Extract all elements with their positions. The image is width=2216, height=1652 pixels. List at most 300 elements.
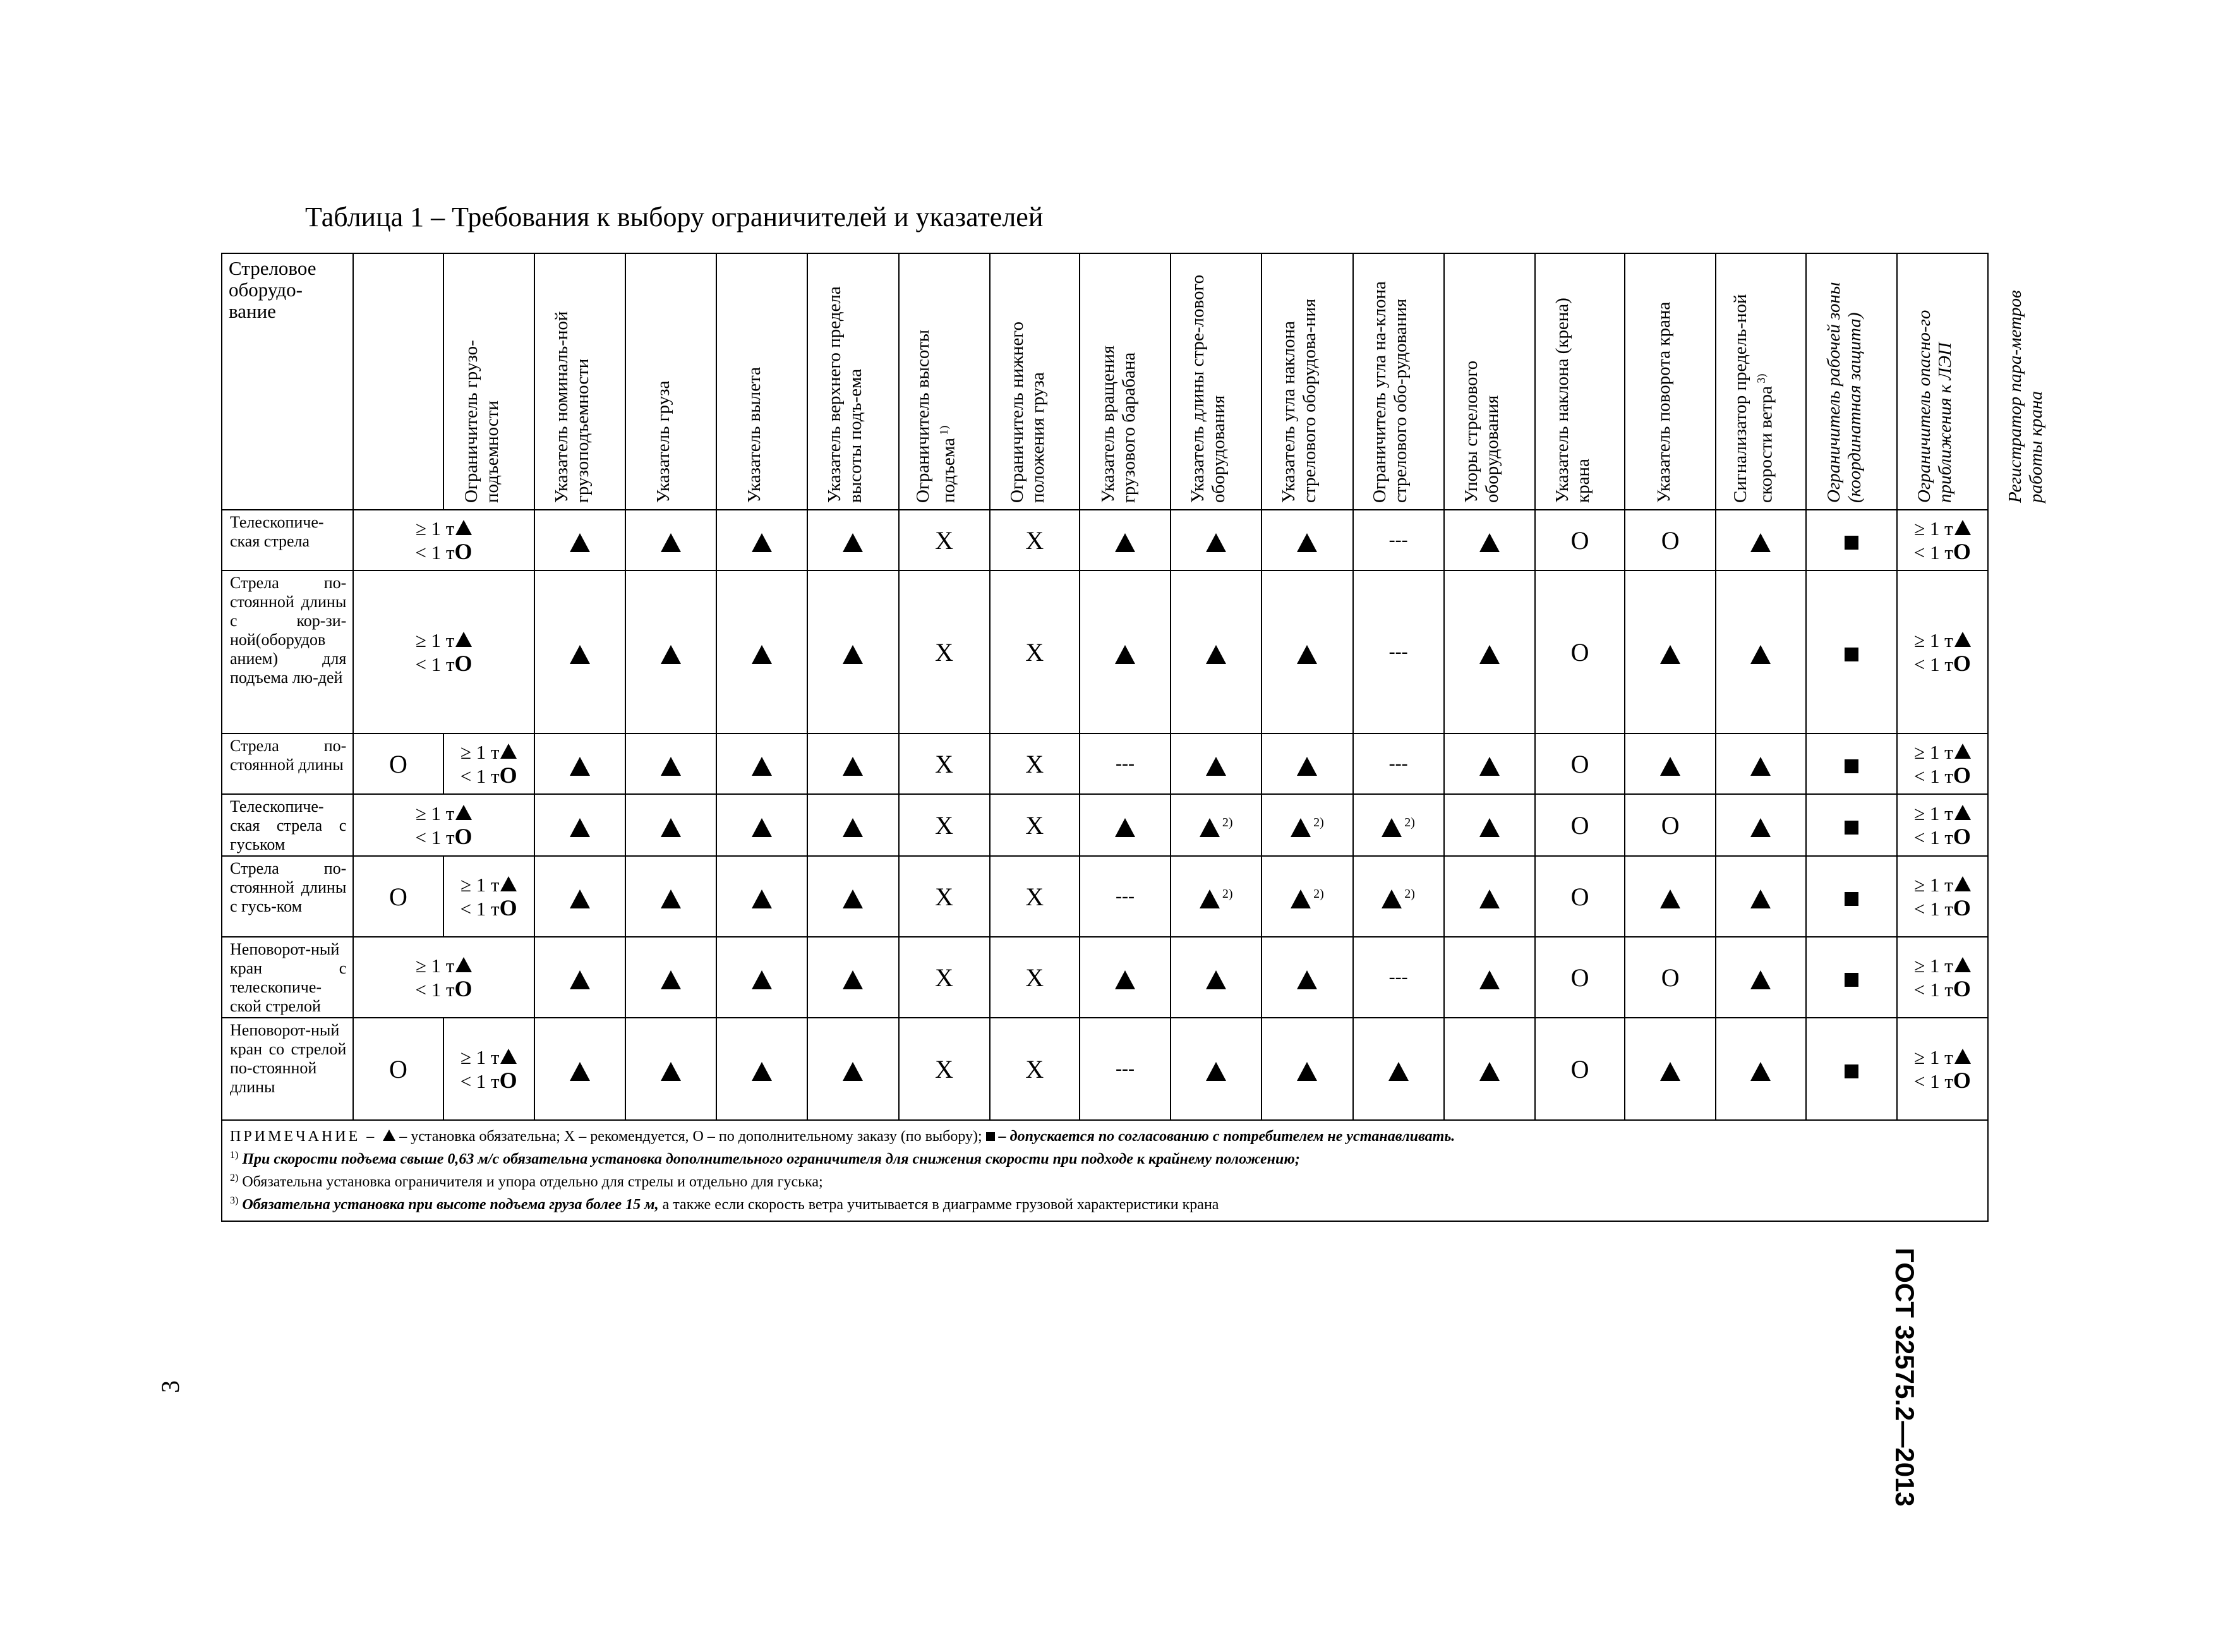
- mandatory-triangle-icon: [661, 1062, 681, 1081]
- mandatory-triangle-icon: [843, 645, 863, 664]
- column-header: [534, 253, 673, 510]
- table-cell: [443, 733, 534, 794]
- table-cell: X: [990, 937, 1080, 1018]
- header-label: Указатель вращения грузового барабана: [1097, 345, 1139, 503]
- mandatory-triangle-icon: [752, 533, 772, 552]
- table-cell: [1444, 856, 1535, 937]
- table-row: [222, 733, 1988, 794]
- range-ge: ≥ 1 т: [444, 740, 534, 764]
- mandatory-triangle-icon: [570, 757, 590, 776]
- optional-square-icon: [1845, 1064, 1858, 1078]
- footnote-mark: 2): [1404, 815, 1415, 829]
- table-cell: X: [899, 570, 990, 733]
- range-ge: ≥ 1 т: [1898, 629, 1987, 652]
- range-lt: < 1 тО: [415, 823, 473, 849]
- range-lt: < 1 тО: [1913, 762, 1971, 788]
- table-cell: X: [899, 510, 990, 570]
- table-cell: [1897, 856, 1988, 937]
- table-cell: [625, 733, 716, 794]
- mandatory-triangle-icon: [752, 970, 772, 989]
- table-cell: [1625, 1018, 1716, 1120]
- table-cell: X: [990, 1018, 1080, 1120]
- table-cell: [1444, 937, 1535, 1018]
- capacity-range: [354, 954, 533, 1001]
- table-cell: [625, 937, 716, 1018]
- header-label: Указатель угла наклона стрелового оборудова-ния: [1279, 298, 1320, 503]
- table-cell: X: [990, 510, 1080, 570]
- row-equipment-name: Стрела по-стоянной длины с гусь-ком: [222, 856, 353, 937]
- table-cell: [1262, 856, 1352, 937]
- header-label: Указатель длины стре-лового оборудования: [1187, 274, 1229, 503]
- table-cell: [1171, 510, 1262, 570]
- mandatory-triangle-icon: [752, 889, 772, 908]
- header-label: Указатель груза: [653, 380, 673, 503]
- footnote-text: При скорости подъема свыше 0,63 м/с обязательна установка дополнительного ограничителя для снижения скорости при подходе к крайнему положению;: [238, 1151, 1300, 1167]
- table-cell: [716, 510, 807, 570]
- table-cell: [1262, 733, 1352, 794]
- optional-square-icon: [1845, 973, 1858, 987]
- table-cell: [1171, 937, 1262, 1018]
- table-cell: [1897, 794, 1988, 856]
- capacity-range: [1898, 1046, 1987, 1093]
- range-ge: ≥ 1 т: [1898, 873, 1987, 896]
- table-cell: [1262, 794, 1352, 856]
- table-cell: [716, 937, 807, 1018]
- mandatory-triangle-icon: [1297, 533, 1317, 552]
- optional-square-icon: [1845, 536, 1858, 550]
- column-header: [353, 253, 503, 510]
- table-cell: О: [1535, 733, 1625, 794]
- footnote-text: Обязательна установка при высоте подъема груза более 15 м,: [238, 1197, 659, 1213]
- table-cell: [1262, 510, 1352, 570]
- mandatory-triangle-icon: [661, 533, 681, 552]
- mandatory-triangle-icon: [1750, 757, 1771, 776]
- mandatory-triangle-icon: [1297, 645, 1317, 664]
- table-cell: О: [353, 733, 443, 794]
- note-text: – допускается по согласованию с потребителем не устанавливать.: [994, 1128, 1455, 1145]
- table-cell: [716, 570, 807, 733]
- column-header: [1897, 253, 2046, 510]
- table-cell: [1716, 794, 1805, 856]
- capacity-range: [354, 802, 533, 849]
- table-cell: [807, 794, 898, 856]
- table-cell: [1171, 733, 1262, 794]
- table-cell: [1262, 570, 1352, 733]
- footnote-mark: 1): [937, 425, 951, 438]
- range-lt: < 1 тО: [1913, 538, 1971, 564]
- mandatory-triangle-icon: [1200, 818, 1220, 837]
- mandatory-triangle-icon: [1750, 970, 1771, 989]
- table-cell-merged: [353, 794, 534, 856]
- page-number: 3: [156, 1380, 184, 1393]
- mandatory-triangle-icon: [752, 645, 772, 664]
- header-label: Ограничитель рабочей зоны (координатная защита): [1824, 282, 1865, 503]
- table-row: [222, 1018, 1988, 1120]
- mandatory-triangle-icon: [1954, 520, 1971, 535]
- table-cell: [1625, 856, 1716, 937]
- table-cell: [625, 856, 716, 937]
- table-cell: [443, 1018, 534, 1120]
- mandatory-triangle-icon: [1954, 805, 1971, 820]
- mandatory-triangle-icon: [1750, 1062, 1771, 1081]
- mandatory-triangle-icon: [1382, 889, 1402, 908]
- table-cell: [807, 1018, 898, 1120]
- optional-square-icon: [1845, 648, 1858, 661]
- mandatory-triangle-icon: [661, 818, 681, 837]
- header-label: Ограничитель нижнего положения груза: [1006, 322, 1048, 503]
- table-cell: О: [353, 1018, 443, 1120]
- range-lt: < 1 тО: [460, 895, 517, 920]
- table-cell: О: [1625, 794, 1716, 856]
- mandatory-triangle-icon: [455, 520, 472, 535]
- column-header: [807, 253, 960, 510]
- table-cell: [1897, 733, 1988, 794]
- mandatory-triangle-icon: [1388, 1062, 1409, 1081]
- mandatory-triangle-icon: [1954, 632, 1971, 647]
- table-row: [222, 937, 1988, 1018]
- table-cell: ---: [1080, 1018, 1171, 1120]
- capacity-range: [444, 740, 534, 788]
- table-cell: [1444, 733, 1535, 794]
- mandatory-triangle-icon: [1479, 970, 1500, 989]
- table-cell: ---: [1353, 510, 1444, 570]
- mandatory-triangle-icon: [570, 889, 590, 908]
- mandatory-triangle-icon: [1115, 533, 1135, 552]
- mandatory-triangle-icon: [1206, 970, 1226, 989]
- table-cell: [716, 1018, 807, 1120]
- table-caption: Таблица 1 – Требования к выбору ограничителей и указателей: [305, 202, 1044, 232]
- mandatory-triangle-icon: [1297, 970, 1317, 989]
- row-equipment-name: Неповорот-ный кран со стрелой по-стоянной длины: [222, 1018, 353, 1120]
- mandatory-triangle-icon: [843, 889, 863, 908]
- table-cell: [1897, 510, 1988, 570]
- capacity-range: [1898, 873, 1987, 920]
- optional-square-icon: [986, 1132, 995, 1141]
- table-cell: X: [990, 794, 1080, 856]
- mandatory-triangle-icon: [1206, 1062, 1226, 1081]
- table-cell: [1171, 570, 1262, 733]
- table-cell: [625, 510, 716, 570]
- column-header: [1171, 253, 1320, 510]
- mandatory-triangle-icon: [455, 957, 472, 972]
- table-cell: [807, 937, 898, 1018]
- capacity-range: [354, 517, 533, 564]
- mandatory-triangle-icon: [500, 876, 517, 891]
- note-label: ПРИМЕЧАНИЕ –: [230, 1128, 383, 1145]
- header-label: Указатель верхнего предела высоты подъ-ема: [824, 286, 866, 503]
- column-header: [1625, 253, 1776, 510]
- footnote-text: Обязательна установка ограничителя и упора отдельно для стрелы и отдельно для гуська;: [238, 1174, 823, 1190]
- header-label: Упоры стрелового оборудования: [1460, 360, 1502, 503]
- table-cell: [1353, 794, 1444, 856]
- mandatory-triangle-icon: [570, 818, 590, 837]
- mandatory-triangle-icon: [1479, 533, 1500, 552]
- table-cell: [534, 510, 625, 570]
- table-cell: [1171, 794, 1262, 856]
- table-cell: [807, 733, 898, 794]
- footnote-mark: 2): [1222, 886, 1233, 901]
- column-header: [625, 253, 764, 510]
- mandatory-triangle-icon: [1297, 757, 1317, 776]
- mandatory-triangle-icon: [752, 818, 772, 837]
- capacity-range: [444, 1046, 534, 1093]
- table-cell: [1262, 1018, 1352, 1120]
- footnote-3: $^{3)}$ Обязательна установка при высоте подъема груза более 15 м, а также если скорость ветра учитывается в диаграмме грузовой характеристики крана: [230, 1195, 1219, 1213]
- capacity-range: [1898, 629, 1987, 676]
- footnote-mark: 3): [230, 1195, 239, 1206]
- table-cell: [534, 570, 625, 733]
- table-cell: [625, 570, 716, 733]
- header-label: Указатель наклона (крена) крана: [1551, 298, 1593, 503]
- table-cell: О: [1535, 856, 1625, 937]
- table-cell: [1444, 794, 1535, 856]
- column-header: [716, 253, 866, 510]
- row-equipment-name: Стрела по-стоянной длины: [222, 733, 353, 794]
- table-cell: О: [1625, 510, 1716, 570]
- note-line: ПРИМЕЧАНИЕ – – установка обязательна; Х – рекомендуется, О – по дополнительному заказу (по выбору); – допускается по согласованию с потребителем не устанавливать.: [230, 1128, 1455, 1145]
- range-lt: < 1 тО: [460, 762, 517, 788]
- table-cell: [1806, 570, 1897, 733]
- table-cell: [1353, 1018, 1444, 1120]
- header-label: Указатель номиналь-ной грузоподъемности: [551, 311, 593, 503]
- table-cell: ---: [1080, 856, 1171, 937]
- range-ge: ≥ 1 т: [444, 873, 534, 896]
- column-header: [1806, 253, 1955, 510]
- header-label: Ограничитель высоты подъема $^{1)}$: [913, 329, 960, 503]
- range-ge: ≥ 1 т: [354, 517, 533, 540]
- capacity-range: [354, 629, 533, 676]
- mandatory-triangle-icon: [383, 1130, 395, 1141]
- mandatory-triangle-icon: [843, 757, 863, 776]
- mandatory-triangle-icon: [1954, 876, 1971, 891]
- table-cell: [1171, 1018, 1262, 1120]
- table-cell: О: [353, 856, 443, 937]
- header-label: Ограничитель угла на-клона стрелового обо-рудования: [1370, 281, 1411, 503]
- header-label: Указатель поворота крана: [1653, 301, 1674, 503]
- capacity-range: [1898, 954, 1987, 1001]
- range-lt: < 1 тО: [1913, 975, 1971, 1001]
- table-cell: [1806, 733, 1897, 794]
- table-cell: О: [1625, 937, 1716, 1018]
- standard-designation: ГОСТ 32575.2—2013: [1890, 1248, 1920, 1507]
- footnote-mark: 2): [1313, 815, 1324, 829]
- table-cell: [534, 937, 625, 1018]
- column-header: [1353, 253, 1502, 510]
- range-lt: < 1 тО: [1913, 650, 1971, 676]
- column-header: [1716, 253, 1865, 510]
- table-row: [222, 510, 1988, 570]
- mandatory-triangle-icon: [1750, 533, 1771, 552]
- mandatory-triangle-icon: [661, 970, 681, 989]
- range-ge: ≥ 1 т: [1898, 954, 1987, 977]
- table-cell: [1444, 510, 1535, 570]
- range-ge: ≥ 1 т: [1898, 740, 1987, 764]
- range-ge: ≥ 1 т: [354, 802, 533, 825]
- table-cell: [807, 510, 898, 570]
- table-cell: [1716, 733, 1805, 794]
- table-cell: [1080, 794, 1171, 856]
- table-cell-merged: [353, 510, 534, 570]
- footnote-mark: 2): [1222, 815, 1233, 829]
- mandatory-triangle-icon: [661, 889, 681, 908]
- table-cell: ---: [1353, 570, 1444, 733]
- table-cell-merged: [353, 937, 534, 1018]
- table-cell: [1806, 510, 1897, 570]
- range-lt: < 1 тО: [415, 538, 473, 564]
- mandatory-triangle-icon: [455, 805, 472, 820]
- table-cell: [1806, 856, 1897, 937]
- table-cell: [1716, 937, 1805, 1018]
- mandatory-triangle-icon: [1660, 645, 1680, 664]
- table-cell: [1353, 856, 1444, 937]
- table-cell: [534, 794, 625, 856]
- footnote-2: [230, 1169, 1980, 1191]
- table-cell: О: [1535, 510, 1625, 570]
- mandatory-triangle-icon: [843, 970, 863, 989]
- table-cell: X: [899, 1018, 990, 1120]
- mandatory-triangle-icon: [1479, 818, 1500, 837]
- mandatory-triangle-icon: [570, 970, 590, 989]
- column-header: [990, 253, 1139, 510]
- range-ge: ≥ 1 т: [1898, 517, 1987, 540]
- table-cell: [1444, 1018, 1535, 1120]
- mandatory-triangle-icon: [1115, 645, 1135, 664]
- table-cell: [534, 856, 625, 937]
- optional-square-icon: [1845, 892, 1858, 906]
- mandatory-triangle-icon: [843, 533, 863, 552]
- table-cell: [1897, 1018, 1988, 1120]
- column-header-text: [1898, 262, 2153, 509]
- table-cell: [716, 856, 807, 937]
- header-label: Регистратор пара-метров работы крана: [2004, 290, 2046, 503]
- table-cell: [1444, 570, 1535, 733]
- column-header: [1080, 253, 1229, 510]
- mandatory-triangle-icon: [752, 757, 772, 776]
- table-cell: [1806, 794, 1897, 856]
- table-notes: [222, 1120, 1988, 1221]
- mandatory-triangle-icon: [1479, 1062, 1500, 1081]
- mandatory-triangle-icon: [570, 645, 590, 664]
- table-cell: X: [899, 794, 990, 856]
- table-row: [222, 570, 1988, 733]
- mandatory-triangle-icon: [752, 1062, 772, 1081]
- row-equipment-name: Неповорот-ный кран с телескопиче-ской стрелой: [222, 937, 353, 1018]
- table-cell: [1806, 937, 1897, 1018]
- range-ge: ≥ 1 т: [1898, 802, 1987, 825]
- header-label: Сигнализатор предель-ной скорости ветра $^{3)}$: [1730, 294, 1776, 503]
- table-cell: X: [990, 733, 1080, 794]
- table-cell: [807, 570, 898, 733]
- table-cell: [716, 733, 807, 794]
- footnote-mark: 2): [1313, 886, 1324, 901]
- table-cell: [1716, 1018, 1805, 1120]
- mandatory-triangle-icon: [570, 1062, 590, 1081]
- table-cell: X: [899, 733, 990, 794]
- table-cell: [1716, 510, 1805, 570]
- table-cell: ---: [1080, 733, 1171, 794]
- table-cell: [1625, 570, 1716, 733]
- footnote-mark: 1): [230, 1150, 239, 1161]
- mandatory-triangle-icon: [1954, 744, 1971, 759]
- optional-square-icon: [1845, 821, 1858, 835]
- footnote-mark: 3): [1755, 373, 1768, 387]
- column-header-equipment: Стреловое оборудо-вание: [222, 253, 353, 510]
- column-header: [899, 253, 1048, 510]
- table-cell: X: [990, 856, 1080, 937]
- table-cell: [1080, 510, 1171, 570]
- mandatory-triangle-icon: [455, 632, 472, 647]
- table-cell: О: [1535, 570, 1625, 733]
- capacity-range: [444, 873, 534, 920]
- range-ge: ≥ 1 т: [354, 954, 533, 977]
- notes-row: [222, 1120, 1988, 1221]
- range-lt: < 1 тО: [415, 650, 473, 676]
- table-row: [222, 856, 1988, 937]
- mandatory-triangle-icon: [843, 818, 863, 837]
- mandatory-triangle-icon: [570, 533, 590, 552]
- range-lt: < 1 тО: [415, 975, 473, 1001]
- range-lt: < 1 тО: [1913, 823, 1971, 849]
- range-ge: ≥ 1 т: [354, 629, 533, 652]
- table-cell: [1897, 570, 1988, 733]
- header-label: Ограничитель опасно-го приближения к ЛЭП: [1913, 310, 1955, 503]
- column-header: [443, 253, 593, 510]
- mandatory-triangle-icon: [1297, 1062, 1317, 1081]
- table-cell: [1080, 570, 1171, 733]
- requirements-table: [221, 253, 2046, 1222]
- row-equipment-name: Стрела по-стоянной длины с кор-зи-ной(оборудов анием) для подъема лю-дей: [222, 570, 353, 733]
- mandatory-triangle-icon: [1206, 757, 1226, 776]
- table-cell: [534, 1018, 625, 1120]
- mandatory-triangle-icon: [1479, 645, 1500, 664]
- table-cell: [534, 733, 625, 794]
- table-cell: [625, 794, 716, 856]
- mandatory-triangle-icon: [1291, 818, 1311, 837]
- table-cell: [1806, 1018, 1897, 1120]
- mandatory-triangle-icon: [1291, 889, 1311, 908]
- table-cell-merged: [353, 570, 534, 733]
- footnote-mark: 2): [1404, 886, 1415, 901]
- mandatory-triangle-icon: [1750, 818, 1771, 837]
- mandatory-triangle-icon: [1479, 757, 1500, 776]
- table-cell: [1080, 937, 1171, 1018]
- footnote-1: [230, 1146, 1980, 1169]
- table-cell: [1262, 937, 1352, 1018]
- column-header: [1535, 253, 1674, 510]
- table-cell: О: [1535, 794, 1625, 856]
- range-lt: < 1 тО: [460, 1067, 517, 1093]
- table-cell: [1625, 733, 1716, 794]
- table-cell: X: [899, 937, 990, 1018]
- range-ge: ≥ 1 т: [444, 1046, 534, 1069]
- table-cell: О: [1535, 1018, 1625, 1120]
- mandatory-triangle-icon: [1954, 957, 1971, 972]
- range-lt: < 1 тО: [1913, 895, 1971, 920]
- table-cell: X: [899, 856, 990, 937]
- mandatory-triangle-icon: [1750, 645, 1771, 664]
- mandatory-triangle-icon: [1750, 889, 1771, 908]
- mandatory-triangle-icon: [1206, 645, 1226, 664]
- column-header: [1262, 253, 1411, 510]
- mandatory-triangle-icon: [1115, 818, 1135, 837]
- table-cell: [1716, 570, 1805, 733]
- table-cell: [1171, 856, 1262, 937]
- mandatory-triangle-icon: [661, 757, 681, 776]
- table-row: [222, 794, 1988, 856]
- range-ge: ≥ 1 т: [1898, 1046, 1987, 1069]
- mandatory-triangle-icon: [1479, 889, 1500, 908]
- mandatory-triangle-icon: [661, 645, 681, 664]
